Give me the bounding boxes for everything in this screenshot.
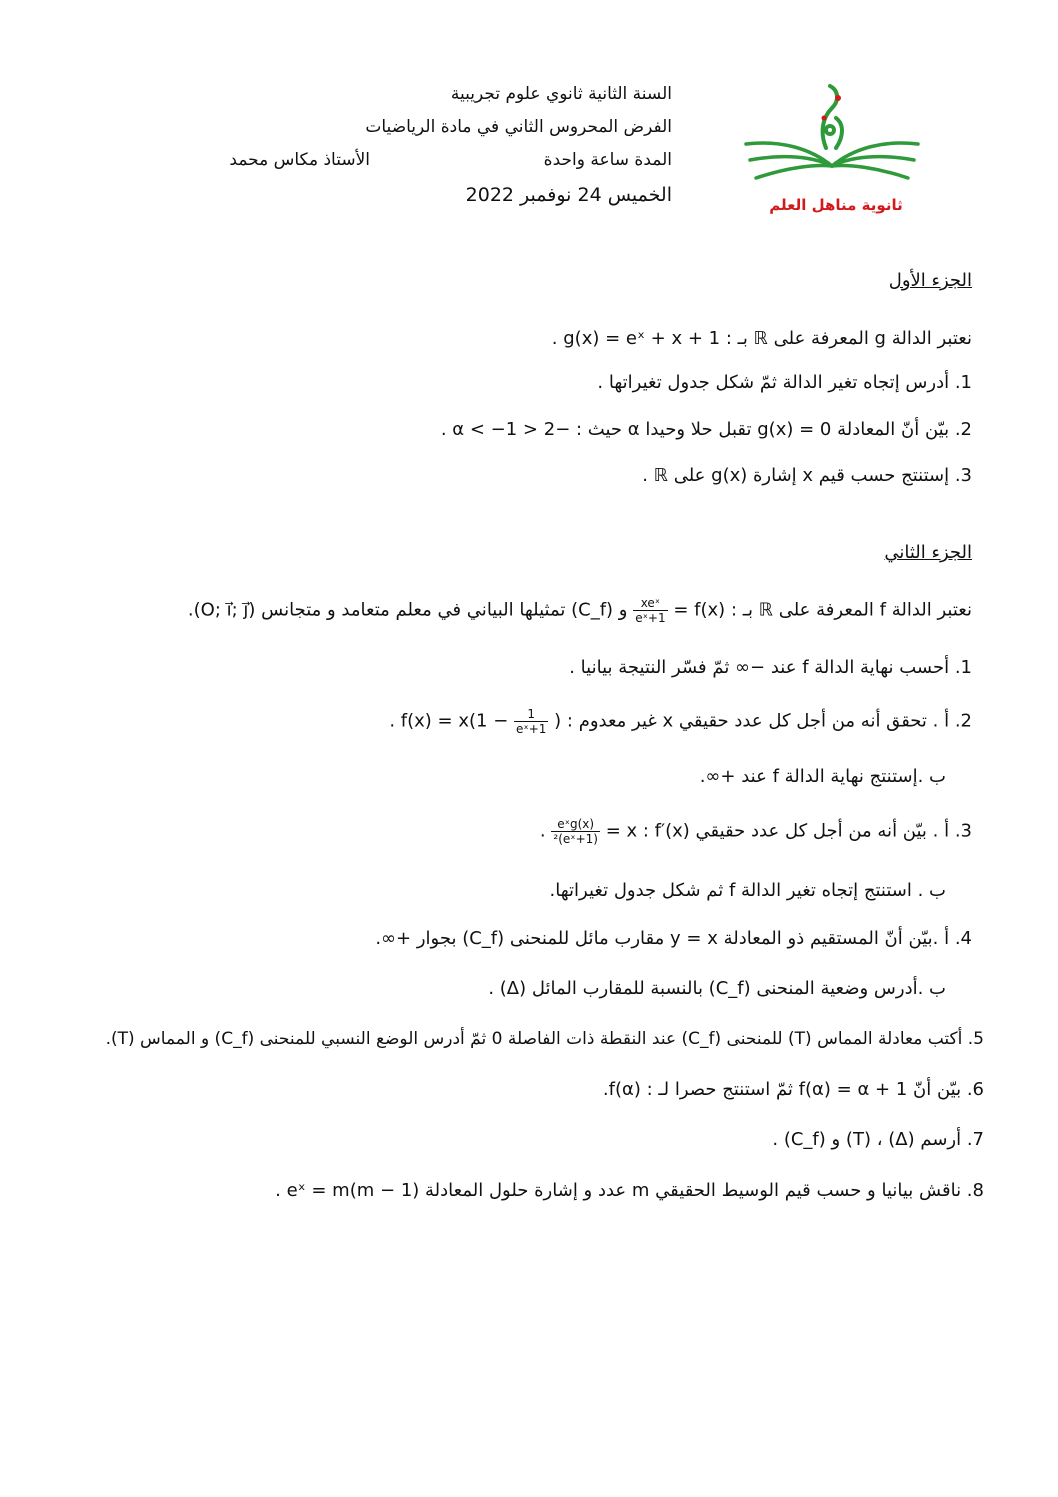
part2-item-3a (540, 817, 972, 846)
date-line: الخميس 24 نوفمبر 2022 (465, 184, 672, 206)
part2-item-2a (389, 707, 972, 736)
item3a-post: . (539, 820, 546, 842)
part2-item-7: 7. أرسم (Δ) ، (T) و (C_f) . (772, 1129, 984, 1150)
intro-fraction-den: eˣ+1 (635, 611, 666, 625)
part1-title: الجزء الأول (888, 270, 972, 291)
part1-intro: نعتبر الدالة g المعرفة على ℝ بـ : g(x) = eˣ + x + 1 . (551, 328, 972, 349)
part2-intro (188, 596, 972, 625)
item3a-fraction-den: (eˣ+1)² (553, 832, 598, 846)
part2-intro-post: و (C_f) تمثيلها البياني في معلم متعامد و متجانس (O; i⃗; j⃗). (187, 599, 628, 621)
part2-item-8: 8. ناقش بيانيا و حسب قيم الوسيط الحقيقي m عدد و إشارة حلول المعادلة (1 − m)eˣ = m . (275, 1180, 984, 1201)
intro-fraction (633, 596, 667, 625)
open-book-icon (740, 78, 925, 198)
item2a-pre: 2. أ . تحقق أنه من أجل كل عدد حقيقي x غير معدوم : f(x) = x(1 − (400, 710, 972, 732)
part2-item-4a: 4. أ .بيّن أنّ المستقيم ذو المعادلة y = x مقارب مائل للمنحنى (C_f) بجوار +∞. (375, 928, 972, 949)
part2-item-2b: ب .إستنتج نهاية الدالة f عند +∞. (699, 766, 946, 787)
part2-item-1: 1. أحسب نهاية الدالة f عند −∞ ثمّ فسّر النتيجة بيانيا . (569, 657, 972, 678)
item3a-fraction-num: eˣg(x) (551, 817, 600, 832)
duration-line: المدة ساعة واحدة (543, 150, 672, 170)
intro-fraction-num: xeˣ (633, 596, 667, 611)
part2-item-5: 5. أكتب معادلة المماس (T) للمنحنى (C_f) عند النقطة ذات الفاصلة 0 ثمّ أدرس الوضع النسبي للمنحنى (C_f) و المماس (T). (105, 1029, 984, 1049)
item2a-post: ) . (389, 710, 562, 732)
part2-title: الجزء الثاني (884, 542, 972, 563)
teacher-line: الأستاذ مكاس محمد (229, 150, 370, 170)
part2-item-4b: ب .أدرس وضعية المنحنى (C_f) بالنسبة للمقارب المائل (Δ) . (488, 978, 946, 999)
item2a-fraction-den: eˣ+1 (516, 722, 547, 736)
part2-item-3b: ب . استنتج إتجاه تغير الدالة f ثم شكل جدول تغيراتها. (549, 880, 946, 901)
item2a-fraction (514, 707, 548, 736)
item3a-pre: 3. أ . بيّن أنه من أجل كل عدد حقيقي x : f′(x) = (605, 820, 972, 842)
part1-item-3: 3. إستنتج حسب قيم x إشارة g(x) على ℝ . (642, 465, 972, 486)
part1-item-2: 2. بيّن أنّ المعادلة g(x) = 0 تقبل حلا وحيدا α حيث : −2 < α < −1 . (440, 419, 972, 440)
class-line: السنة الثانية ثانوي علوم تجريبية (450, 84, 672, 104)
part1-item-1: 1. أدرس إتجاه تغير الدالة ثمّ شكل جدول تغيراتها . (597, 372, 972, 393)
school-logo (740, 78, 925, 218)
part2-item-6: 6. بيّن أنّ f(α) = α + 1 ثمّ استنتج حصرا لـ : f(α). (602, 1079, 984, 1100)
part2-intro-pre: نعتبر الدالة f المعرفة على ℝ بـ : f(x) = (673, 599, 972, 621)
logo-text: ثانوية مناهل العلم (769, 196, 903, 214)
exam-line: الفرض المحروس الثاني في مادة الرياضيات (365, 117, 672, 137)
item2a-fraction-num: 1 (514, 707, 548, 722)
item3a-fraction (551, 817, 600, 846)
